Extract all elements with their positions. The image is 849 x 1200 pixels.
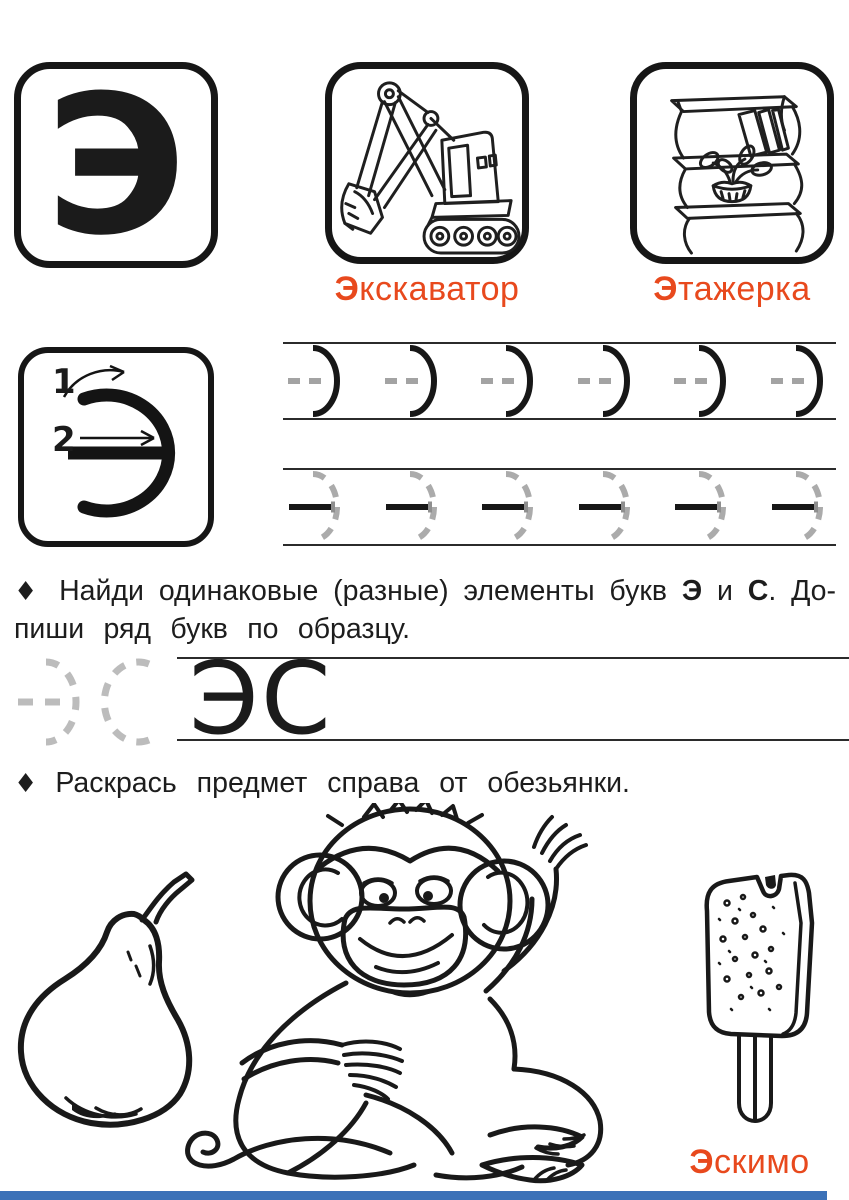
practice-glyph	[287, 344, 349, 418]
task-find-before: Найди одинаковые (разные) элементы букв	[59, 575, 667, 607]
practice-glyph	[577, 344, 639, 418]
eskimo-illustration[interactable]	[683, 863, 833, 1141]
copy-writing-line[interactable]	[177, 640, 849, 757]
stroke-guide-card	[18, 347, 214, 547]
caption-eskimo-rest: скимо	[714, 1143, 810, 1181]
practice-row-2	[283, 468, 836, 546]
etagere-illustration	[637, 69, 827, 257]
caption-eskimo-initial: Э	[689, 1143, 715, 1181]
excavator-illustration	[332, 69, 522, 257]
task-find-letter1: Э	[681, 575, 703, 607]
task-find-line2: пиши ряд букв по образцу.	[14, 613, 411, 645]
practice-glyph	[770, 344, 832, 418]
task-color-sentence: Раскрась предмет справа от обезьянки.	[55, 767, 630, 799]
target-letter: Э	[45, 55, 187, 278]
practice-glyph	[384, 344, 446, 418]
task-find-after: . До-	[768, 575, 837, 607]
vocab-card-etagere	[630, 62, 834, 264]
task-find-line1	[14, 574, 836, 610]
vocab-card-excavator	[325, 62, 529, 264]
practice-glyph	[480, 470, 542, 544]
diamond-bullet-icon: ♦	[14, 577, 45, 607]
task-find-letter2: С	[747, 575, 769, 607]
diamond-bullet-icon: ♦	[14, 769, 38, 799]
monkey-illustration	[138, 803, 683, 1199]
stroke-number-2: 2	[52, 420, 76, 460]
caption-excavator-initial: Э	[334, 270, 360, 308]
task-find-conjunction: и	[716, 575, 733, 607]
stroke-number-1: 1	[52, 362, 76, 402]
task-find-text	[14, 574, 836, 647]
practice-row-1	[283, 342, 836, 420]
copy-sample: ЭС	[189, 640, 333, 757]
caption-eskimo	[662, 1143, 837, 1182]
practice-glyph	[384, 470, 446, 544]
letter-card	[14, 55, 218, 278]
task-color-text	[14, 766, 836, 802]
practice-glyph	[287, 470, 349, 544]
caption-excavator	[305, 270, 549, 309]
copy-model-letters	[8, 652, 168, 752]
caption-etagere	[610, 270, 849, 309]
practice-glyph	[577, 470, 639, 544]
practice-glyph	[673, 470, 735, 544]
caption-etagere-rest: тажерка	[678, 270, 811, 308]
caption-excavator-rest: кскаватор	[359, 270, 520, 308]
practice-glyph	[770, 470, 832, 544]
practice-glyph	[673, 344, 735, 418]
task-find-letter2-group	[748, 575, 836, 607]
footer-bar	[0, 1191, 827, 1200]
caption-etagere-initial: Э	[653, 270, 678, 308]
practice-glyph	[480, 344, 542, 418]
